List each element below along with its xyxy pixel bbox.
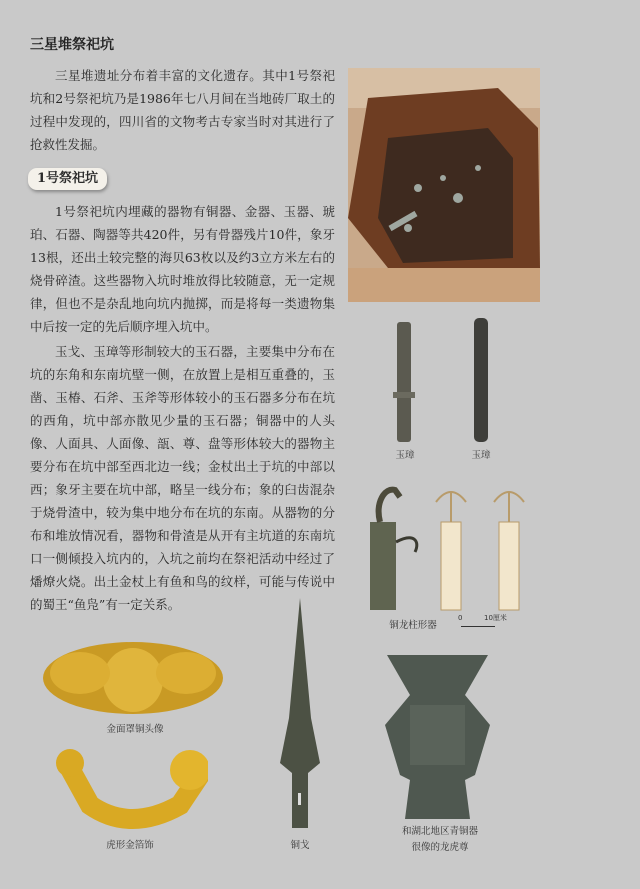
jade-zhang-2-image bbox=[466, 318, 496, 442]
caption-gold-mask-head: 金面罩铜头像 bbox=[106, 724, 164, 735]
intro-paragraph: 三星堆遗址分布着丰富的文化遗存。其中1号祭祀坑和2号祭祀坑乃是1986年七八月间在当地砖厂取土的过程中发现的，四川省的文物考古专家当时对其进行了抢救性发掘。 bbox=[30, 68, 335, 152]
tiger-gold-foil-image bbox=[50, 745, 208, 833]
bronze-ge-image bbox=[275, 598, 325, 830]
scale-zero: 0 bbox=[458, 614, 463, 622]
subsection-label: 1号祭祀坑 bbox=[28, 168, 107, 190]
caption-bronze-ge: 铜戈 bbox=[290, 840, 310, 851]
pit1-paragraph-1: 1号祭祀坑内埋藏的器物有铜器、金器、玉器、琥珀、石器、陶器等共420件，另有骨器残片10件，象牙13根，还出土较完整的海贝63枚以及约3立方米左右的烧骨碎渣。这些器物入坑时堆放得比较随意，无一定规律，但也不是杂乱地向坑内抛掷，而是将每一类遗物集中后按一定的先后顺序埋入坑中。 bbox=[30, 204, 335, 334]
text-column bbox=[30, 36, 335, 616]
pit-photo bbox=[348, 68, 540, 302]
caption-dragon-pillar: 铜龙柱形器 bbox=[389, 620, 437, 631]
pit1-paragraph-2: 玉戈、玉璋等形制较大的玉石器，主要集中分布在坑的东角和东南坑壁一侧，在放置上是相互重叠的，玉凿、玉椿、石斧、玉斧等形体较小的玉石器多分布在坑的西角，坑中部亦散见少量的玉石器；铜器中的人头像、人面具、人面像、瓿、尊、盘等形体较大的器物主要分布在坑中部至西北边一线；金杖出土于坑的中部以西；象牙主要在坑中部，略呈一线分布；象的臼齿混杂于烧骨渣中，较为集中地分布在坑的东南。从器物的分布和堆放情况看，器物和骨渣是从开有主坑道的东南坑口一侧倾投入坑内的，入坑之前均在祭祀活动中经过了燔燎火烧。出土金杖上有鱼和鸟的纹样，可能与传说中的蜀王“鱼凫”有一定关系。 bbox=[30, 344, 335, 612]
scale-bar bbox=[461, 626, 495, 627]
gold-mask-image bbox=[40, 630, 226, 722]
caption-zun-line-1: 和湖北地区青铜器 bbox=[401, 826, 478, 837]
jade-zhang-1-image bbox=[390, 322, 420, 442]
caption-jade-zhang-1: 玉璋 bbox=[395, 450, 415, 461]
dragon-pillar-drawing-2 bbox=[490, 482, 528, 612]
scale-ten: 10厘米 bbox=[484, 614, 507, 622]
dragon-pillar-photo bbox=[365, 482, 420, 612]
section-title: 三星堆祭祀坑 bbox=[30, 37, 114, 53]
caption-tiger-gold-foil: 虎形金箔饰 bbox=[106, 840, 154, 851]
dragon-tiger-zun-image bbox=[375, 655, 500, 821]
caption-jade-zhang-2: 玉璋 bbox=[471, 450, 491, 461]
dragon-pillar-drawing-1 bbox=[432, 482, 470, 612]
caption-zun-line-2: 很像的龙虎尊 bbox=[411, 842, 469, 853]
